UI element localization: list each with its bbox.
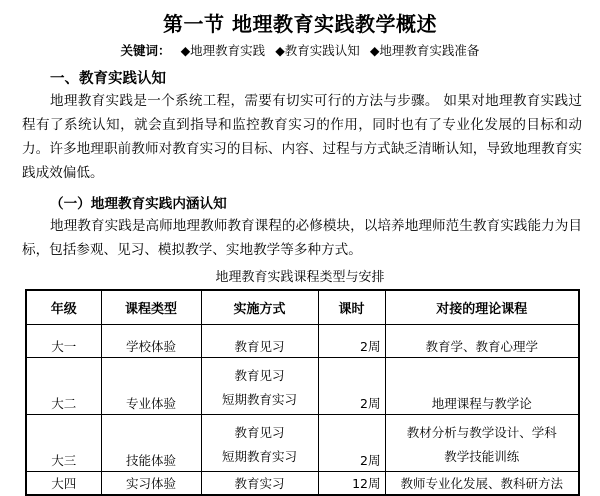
- cell-hours: 2周: [318, 325, 385, 358]
- table-header-row: [26, 290, 579, 325]
- section-paragraph: 地理教育实践是一个系统工程，需要有切实可行的方法与步骤。 如果对地理教育实践过程有了系统认知，就会直到指导和监控教育实习的作用，同时也有了专业化发展的目标和动力。许多地理职前教师对教育实习的目标、内容、过程与方式缺乏清晰认知，导致地理教育实践成效偏低。: [22, 93, 582, 181]
- cell-hours: 12周: [318, 472, 385, 496]
- cell-type: 专业体验: [101, 358, 201, 415]
- cell-type: 技能体验: [101, 415, 201, 472]
- method-line: 教育见习: [234, 368, 285, 383]
- cell-grade: 大三: [26, 415, 101, 472]
- table-row: [26, 325, 579, 358]
- header-course-type: 课程类型: [101, 290, 201, 325]
- table-caption: 地理教育实践课程类型与安排: [215, 270, 385, 285]
- section-heading: 一、教育实践认知: [50, 71, 166, 87]
- table-row: [26, 358, 579, 415]
- cell-method: 教育实习: [201, 472, 318, 496]
- header-theory: 对接的理论课程: [385, 290, 579, 325]
- cell-theory: 地理课程与教学论: [385, 358, 579, 415]
- cell-method: 教育见习: [201, 325, 318, 358]
- header-grade: 年级: [26, 290, 101, 325]
- cell-theory: 教师专业化发展、教科研方法: [385, 472, 579, 496]
- header-method: 实施方式: [201, 290, 318, 325]
- method-line: 教育见习: [234, 425, 285, 440]
- keyword-item: ◆地理教育实践准备: [369, 43, 480, 58]
- method-line: 短期教育实习: [221, 392, 297, 407]
- keywords-line: [0, 41, 600, 59]
- cell-theory: [385, 415, 579, 472]
- cell-hours: 2周: [318, 358, 385, 415]
- cell-grade: 大一: [26, 325, 101, 358]
- subsection-heading: （一）地理教育实践内涵认知: [50, 196, 227, 212]
- cell-grade: 大二: [26, 358, 101, 415]
- cell-method: [201, 415, 318, 472]
- keywords-label: 关键词：: [120, 43, 171, 58]
- course-table: [25, 289, 580, 496]
- cell-grade: 大四: [26, 472, 101, 496]
- cell-type: 学校体验: [101, 325, 201, 358]
- keyword-item: ◆教育实践认知: [275, 43, 360, 58]
- cell-type: 实习体验: [101, 472, 201, 496]
- table-row: [26, 472, 579, 496]
- cell-method: [201, 358, 318, 415]
- table-row: [26, 415, 579, 472]
- theory-line: 教学技能训练: [444, 449, 520, 464]
- keyword-item: ◆地理教育实践: [180, 43, 266, 58]
- method-line: 短期教育实习: [221, 449, 297, 464]
- header-hours: 课时: [318, 290, 385, 325]
- section-title: 第一节 地理教育实践教学概述: [163, 12, 437, 36]
- subsection-paragraph: 地理教育实践是高师地理教师教育课程的必修模块，以培养地理师范生教育实践能力为目标，包括参观、见习、模拟教学、实地教学等多种方式。: [22, 218, 582, 258]
- theory-line: 教材分析与教学设计、学科: [406, 425, 557, 440]
- cell-hours: 2周: [318, 415, 385, 472]
- cell-theory: 教育学、教育心理学: [385, 325, 579, 358]
